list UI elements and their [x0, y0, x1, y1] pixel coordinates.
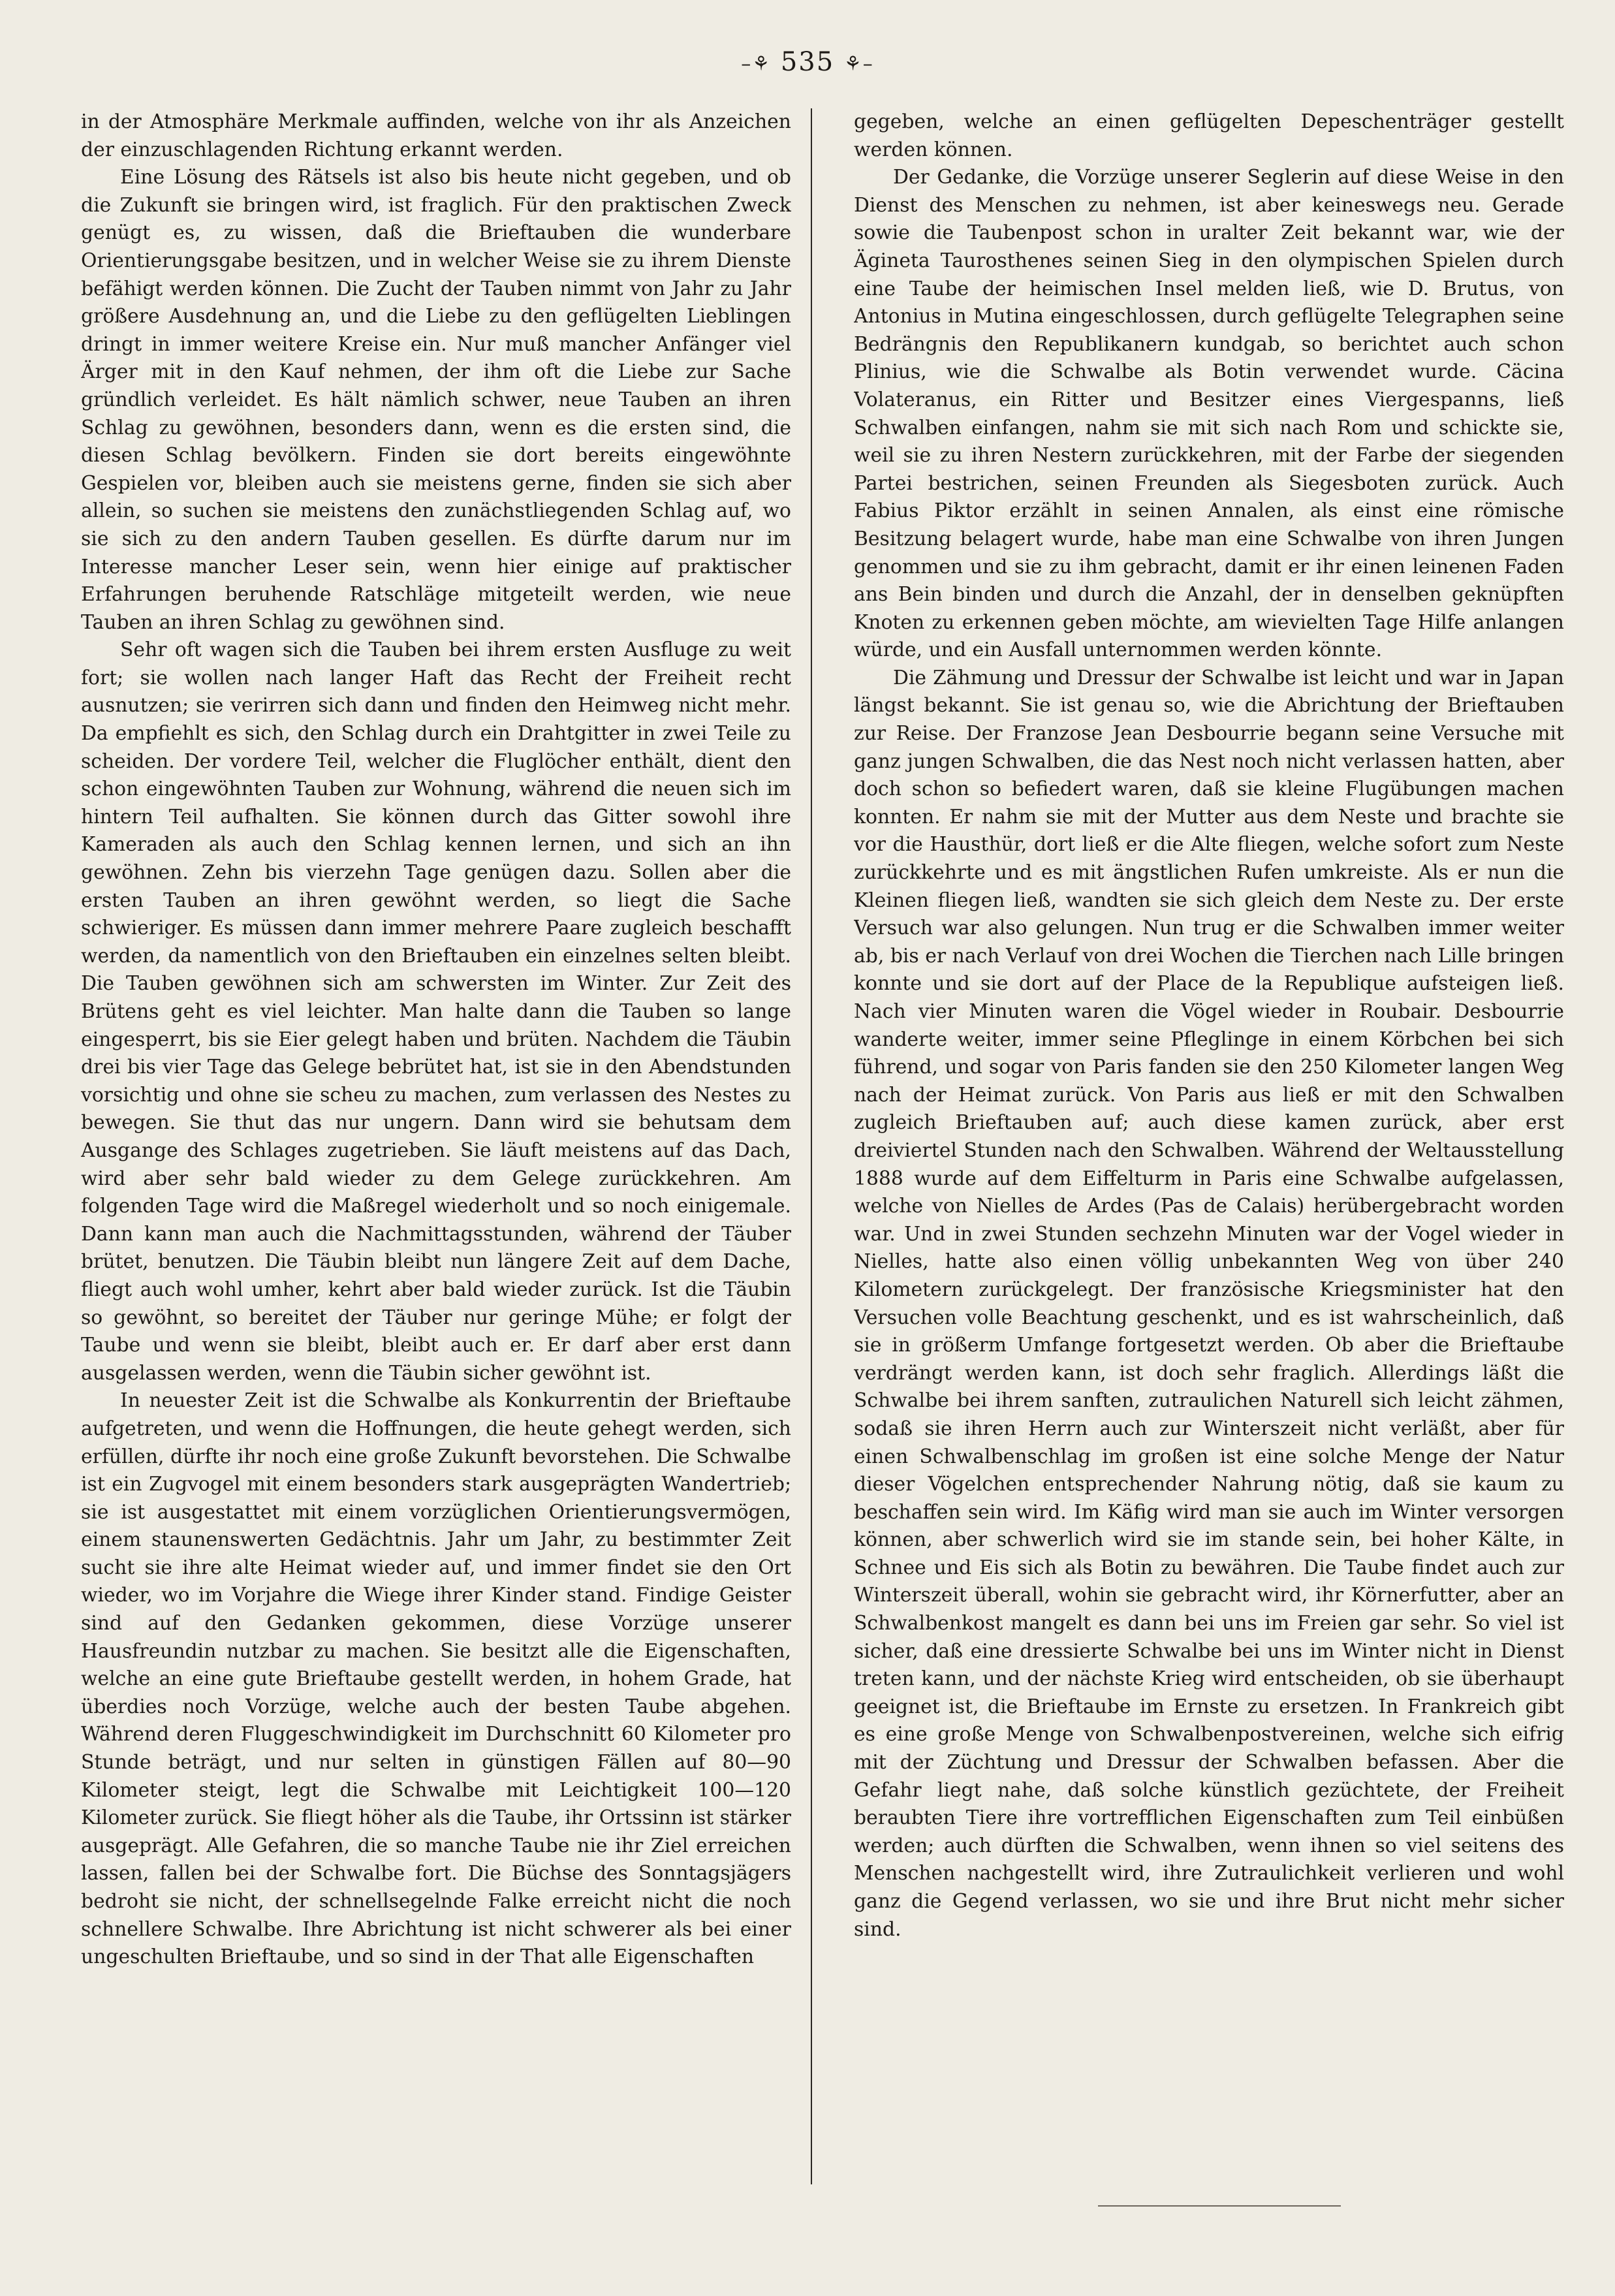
left-column — [81, 108, 791, 2282]
page-number: 535 — [780, 47, 835, 77]
ornament-right: ⚘– — [843, 52, 874, 76]
page-header — [0, 47, 1615, 77]
paragraph: Die Zähmung und Dressur der Schwalbe ist leicht und war in Japan längst bekannt. Sie ist genau so, wie die Abrichtung der Brieftauben zur Reise. Der Franzose Jean Desbourrie begann seine Versuche mit ganz jungen Schwalben, die das Nest noch nicht verlassen hatten, aber doch schon so befiedert waren, daß sie kleine Flugübungen machen konnten. Er nahm sie mit der Mutter aus dem Neste und brachte sie vor die Hausthür, dort ließ er die Alte fliegen, welche sofort zum Neste zurückkehrte und es mit ängstlichen Rufen umkreiste. Als er nun die Kleinen fliegen ließ, wandten sie sich gleich dem Neste zu. Der erste Versuch war also gelungen. Nun trug er die Schwalben immer weiter ab, bis er nach Verlauf von drei Wochen die Tierchen nach Lille bringen konnte und sie dort auf der Place de la Republique aufsteigen ließ. Nach vier Minuten waren die Vögel wieder in Roubair. Desbourrie wanderte weiter, immer seine Pfleglinge in einem Körbchen bei sich führend, und sogar von Paris fanden sie den 250 Kilometer langen Weg nach der Heimat zurück. Von Paris aus ließ er mit den Schwalben zugleich Brieftauben auf; auch diese kamen zurück, aber erst dreiviertel Stunden nach den Schwalben. Während der Weltausstellung 1888 wurde auf dem Eiffelturm in Paris eine Schwalbe aufgelassen, welche von Nielles de Ardes (Pas de Calais) herübergebracht worden war. Und in zwei Stunden sechzehn Minuten war der Vogel wieder in Nielles, hatte also einen völlig unbekannten Weg von über 240 Kilometern zurückgelegt. Der französische Kriegsminister hat den Versuchen volle Beachtung geschenkt, und es ist wahrscheinlich, daß sie in größerm Umfange fortgesetzt werden. Ob aber die Brieftaube verdrängt werden kann, ist doch sehr fraglich. Allerdings läßt die Schwalbe bei ihrem sanften, zutraulichen Naturell sich leicht zähmen, sodaß sie ihren Herrn auch zur Winterszeit nicht verläßt, aber für einen Schwalbenschlag im großen ist eine solche Menge der Natur dieser Vögelchen entsprechender Nahrung nötig, daß sie kaum zu beschaffen sein wird. Im Käfig wird man sie auch im Winter versorgen können, aber schwerlich wird sie im stande sein, bei hoher Kälte, in Schnee und Eis sich als Botin zu bewähren. Die Taube findet auch zur Winterszeit überall, wohin sie gebracht wird, ihr Körnerfutter, aber an Schwalbenkost mangelt es dann bei uns im Freien gar sehr. So viel ist sicher, daß eine dressierte Schwalbe bei uns im Winter nicht in Dienst treten kann, und der nächste Krieg wird entscheiden, ob sie überhaupt geeignet ist, die Brieftaube im Ernste zu ersetzen. In Frankreich gibt es eine große Menge von Schwalbenpostvereinen, welche sich eifrig mit der Züchtung und Dressur der Schwalben befassen. Aber die Gefahr liegt nahe, daß solche künstlich gezüchtete, der Freiheit beraubten Tiere ihre vortrefflichen Eigenschaften zum Teil einbüßen werden; auch dürften die Schwalben, wenn ihnen so viel seitens des Menschen nachgestellt wird, ihre Zutraulichkeit verlieren und wohl ganz die Gegend verlassen, wo sie und ihre Brut nicht mehr sicher sind. — [854, 666, 1564, 1941]
end-rule — [1098, 2205, 1341, 2207]
right-column — [854, 108, 1564, 2282]
paragraph: gegeben, welche an einen geflügelten Depeschenträger gestellt werden können. — [854, 110, 1564, 161]
paragraph: In neuester Zeit ist die Schwalbe als Konkurrentin der Brieftaube aufgetreten, und wenn die Hoffnungen, die heute gehegt werden, sich erfüllen, dürfte ihr noch eine große Zukunft bevorstehen. Die Schwalbe ist ein Zugvogel mit einem besonders stark ausgeprägten Wandertrieb; sie ist ausgestattet mit einem vorzüglichen Orientierungsvermögen, einem staunenswerten Gedächtnis. Jahr um Jahr, zu bestimmter Zeit sucht sie ihre alte Heimat wieder auf, und immer findet sie den Ort wieder, wo im Vorjahre die Wiege ihrer Kinder stand. Findige Geister sind auf den Gedanken gekommen, diese Vorzüge unserer Hausfreundin nutzbar zu machen. Sie besitzt alle die Eigenschaften, welche an eine gute Brieftaube gestellt werden, in hohem Grade, hat überdies noch Vorzüge, welche auch der besten Taube abgehen. Während deren Fluggeschwindigkeit im Durchschnitt 60 Kilometer pro Stunde beträgt, und nur selten in günstigen Fällen auf 80—90 Kilometer steigt, legt die Schwalbe mit Leichtigkeit 100—120 Kilometer zurück. Sie fliegt höher als die Taube, ihr Ortssinn ist stärker ausgeprägt. Alle Gefahren, die so manche Taube nie ihr Ziel erreichen lassen, fallen bei der Schwalbe fort. Die Büchse des Sonntagsjägers bedroht sie nicht, der schnellsegelnde Falke erreicht nicht die noch schnellere Schwalbe. Ihre Abrichtung ist nicht schwerer als bei einer ungeschulten Brieftaube, und so sind in der That alle Eigenschaften — [81, 1389, 791, 1969]
paragraph: Sehr oft wagen sich die Tauben bei ihrem ersten Ausfluge zu weit fort; sie wollen nach langer Haft das Recht der Freiheit recht ausnutzen; sie verirren sich dann und finden den Heimweg nicht mehr. Da empfiehlt es sich, den Schlag durch ein Drahtgitter in zwei Teile zu scheiden. Der vordere Teil, welcher die Fluglöcher enthält, dient den schon eingewöhnten Tauben zur Wohnung, während die neuen sich im hintern Teil aufhalten. Sie können durch das Gitter sowohl ihre Kameraden als auch den Schlag kennen lernen, und sich an ihn gewöhnen. Zehn bis vierzehn Tage genügen dazu. Sollen aber die ersten Tauben an ihren gewöhnt werden, so liegt die Sache schwieriger. Es müssen dann immer mehrere Paare zugleich beschafft werden, da namentlich von den Brieftauben ein einzelnes selten bleibt. Die Tauben gewöhnen sich am schwersten im Winter. Zur Zeit des Brütens geht es viel leichter. Man halte dann die Tauben so lange eingesperrt, bis sie Eier gelegt haben und brüten. Nachdem die Täubin drei bis vier Tage das Gelege bebrütet hat, ist sie in den Abendstunden vorsichtig und ohne sie scheu zu machen, zum verlassen des Nestes zu bewegen. Sie thut das nur ungern. Dann wird sie behutsam dem Ausgange des Schlages zugetrieben. Sie läuft meistens auf das Dach, wird aber sehr bald wieder zu dem Gelege zurückkehren. Am folgenden Tage wird die Maßregel wiederholt und so noch einigemale. Dann kann man auch die Nachmittagsstunden, während der Täuber brütet, benutzen. Die Täubin bleibt nun längere Zeit auf dem Dache, fliegt auch wohl umher, kehrt aber bald wieder zurück. Ist die Täubin so gewöhnt, so bereitet der Täuber nur geringe Mühe; er folgt der Taube und wenn sie bleibt, bleibt auch er. Er darf aber erst dann ausgelassen werden, wenn die Täubin sicher gewöhnt ist. — [81, 638, 791, 1385]
column-divider — [811, 108, 812, 2184]
paragraph: in der Atmosphäre Merkmale auffinden, welche von ihr als Anzeichen der einzuschlagenden Richtung erkannt werden. — [81, 110, 791, 161]
paragraph: Der Gedanke, die Vorzüge unserer Seglerin auf diese Weise in den Dienst des Menschen zu nehmen, ist aber keineswegs neu. Gerade sowie die Taubenpost schon in uralter Zeit bekannt war, wie der Ägineta Taurosthenes seinen Sieg in den olympischen Spielen durch eine Taube der heimischen Insel melden ließ, wie D. Brutus, von Antonius in Mutina eingeschlossen, durch geflügelte Telegraphen seine Bedrängnis den Republikanern kundgab, so berichtet auch schon Plinius, wie die Schwalbe als Botin verwendet wurde. Cäcina Volateranus, ein Ritter und Besitzer eines Viergespanns, ließ Schwalben einfangen, nahm sie mit sich nach Rom und schickte sie, weil sie zu ihren Nestern zurückkehren, mit der Farbe der siegenden Partei bestrichen, seinen Freunden als Siegesboten zurück. Auch Fabius Piktor erzählt in seinen Annalen, als einst eine römische Besitzung belagert wurde, habe man eine Schwalbe von ihren Jungen genommen und sie zu ihm gebracht, damit er ihr einen leinenen Faden ans Bein binden und durch die Anzahl, der in denselben geknüpften Knoten zu erkennen geben möchte, am wievielten Tage Hilfe anlangen würde, und ein Ausfall unternommen werden könnte. — [854, 166, 1564, 662]
paragraph: Eine Lösung des Rätsels ist also bis heute nicht gegeben, und ob die Zukunft sie bringen wird, ist fraglich. Für den praktischen Zweck genügt es, zu wissen, daß die Brieftauben die wunderbare Orientierungsgabe besitzen, und in welcher Weise sie zu ihrem Dienste befähigt werden können. Die Zucht der Tauben nimmt von Jahr zu Jahr größere Ausdehnung an, und die Liebe zu den geflügelten Lieblingen dringt in immer weitere Kreise ein. Nur muß mancher Anfänger viel Ärger mit in den Kauf nehmen, der ihm oft die Liebe zur Sache gründlich verleidet. Es hält nämlich schwer, neue Tauben an ihren Schlag zu gewöhnen, besonders dann, wenn es die ersten sind, die diesen Schlag bevölkern. Finden sie dort bereits eingewöhnte Gespielen vor, bleiben auch sie meistens gerne, finden sie sich aber allein, so suchen sie meistens den zunächstliegenden Schlag auf, wo sie sich zu den andern Tauben gesellen. Es dürfte darum nur im Interesse mancher Leser sein, wenn hier einige auf praktischer Erfahrungen beruhende Ratschläge mitgeteilt werden, wie neue Tauben an ihren Schlag zu gewöhnen sind. — [81, 166, 791, 634]
ornament-left: –⚘ — [741, 52, 772, 76]
